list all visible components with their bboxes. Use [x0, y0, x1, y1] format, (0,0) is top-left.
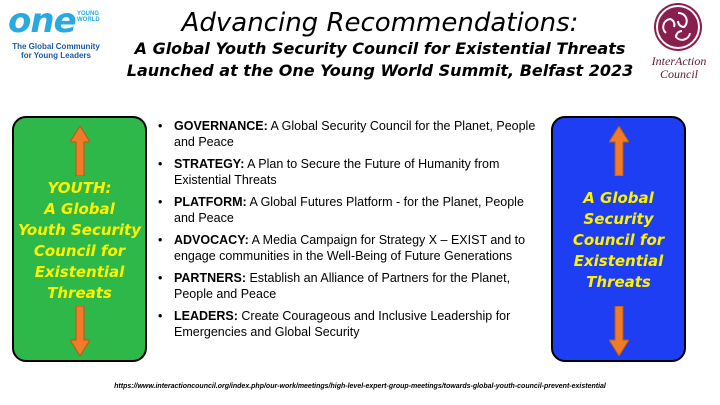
bullet-text: Establish an Alliance of Partners for the Planet, People and Peace	[174, 271, 511, 301]
global-security-council-panel	[551, 116, 686, 362]
bullet-label: PLATFORM:	[174, 195, 247, 209]
title-subtitle-line-2: Launched at the One Young World Summit, Belfast 2023	[126, 61, 634, 80]
youth-panel-line: A Global	[44, 200, 115, 218]
bullet-text: A Media Campaign for Strategy X – EXIST and to engage communities in the Well-Being of Future Generations	[174, 233, 526, 263]
title-main: Advancing Recommendations:	[181, 8, 579, 38]
down-arrow-icon	[70, 306, 90, 356]
security-panel-line: Existential	[573, 252, 664, 270]
down-arrow-icon	[609, 306, 629, 356]
youth-panel-line: YOUTH:	[47, 179, 112, 197]
security-panel-line: A Global	[583, 189, 654, 207]
youth-panel-line: Youth Security	[17, 221, 142, 239]
recommendations-list	[158, 118, 538, 346]
security-panel-line: Council for	[572, 231, 665, 249]
bullet-dot: •	[158, 157, 163, 171]
bullet-dot: •	[158, 195, 163, 209]
interaction-council-name	[640, 55, 718, 81]
source-url-link[interactable]: https://www.interactioncouncil.org/index.php/our-work/meetings/high-level-expert-group-meetings/towards-global-youth-council-prevent-existential	[114, 383, 606, 390]
youth-council-panel	[12, 116, 147, 362]
youth-panel-line: Existential	[34, 263, 125, 281]
up-arrow-icon	[70, 126, 90, 176]
interaction-name-line-1: InterAction	[651, 54, 707, 68]
bullet-dot: •	[158, 119, 163, 133]
bullet-label: STRATEGY:	[174, 157, 245, 171]
youth-panel-line: Threats	[47, 284, 112, 302]
list-item	[158, 232, 538, 264]
bullet-label: ADVOCACY:	[174, 233, 249, 247]
list-item	[158, 156, 538, 188]
list-item	[158, 270, 538, 302]
youth-panel-text	[14, 178, 145, 304]
list-item	[158, 308, 538, 340]
bullet-dot: •	[158, 233, 163, 247]
list-item	[158, 118, 538, 150]
list-item	[158, 194, 538, 226]
youth-panel-line: Council for	[33, 242, 126, 260]
one-logo-tagline: The Global Community for Young Leaders	[12, 42, 100, 60]
bullet-dot: •	[158, 309, 163, 323]
bullet-label: LEADERS:	[174, 309, 238, 323]
bullet-text: A Plan to Secure the Future of Humanity from Existential Threats	[174, 157, 500, 187]
interaction-council-logo	[640, 3, 718, 93]
bullet-text: Create Courageous and Inclusive Leadership for Emergencies and Global Security	[174, 309, 511, 339]
bullet-label: GOVERNANCE:	[174, 119, 268, 133]
title-subtitle-line-1: A Global Youth Security Council for Existential Threats	[134, 39, 626, 58]
triskele-emblem-icon	[654, 3, 702, 51]
security-panel-line: Security	[583, 210, 654, 228]
interaction-name-line-2: Council	[660, 67, 698, 81]
bullet-label: PARTNERS:	[174, 271, 246, 285]
bullet-dot: •	[158, 271, 163, 285]
young-world-mark: YOUNG WORLD	[77, 11, 100, 23]
one-logo-wordmark: one	[8, 1, 76, 41]
slide-title	[100, 8, 660, 82]
security-panel-text	[553, 188, 684, 293]
bullet-text: A Global Security Council for the Planet, People and Peace	[174, 119, 536, 149]
security-panel-line: Threats	[586, 273, 651, 291]
up-arrow-icon	[609, 126, 629, 176]
bullet-text: A Global Futures Platform - for the Planet, People and Peace	[174, 195, 524, 225]
